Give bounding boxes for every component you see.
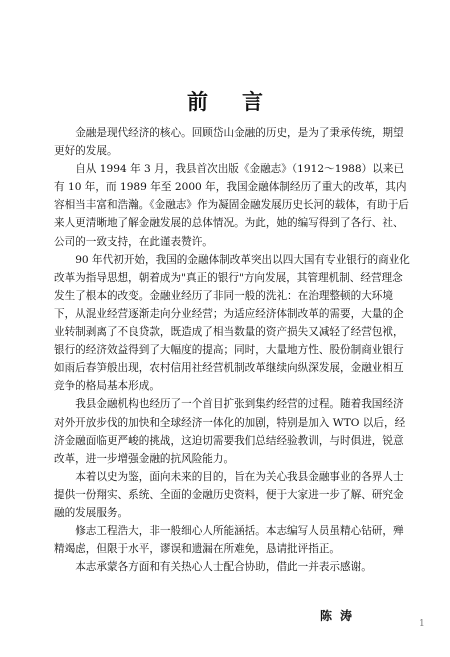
paragraph-6: 修志工程浩大，非一般细心人所能涵括。本志编写人员虽精心钻研，殚精竭虑，但限于水平，谬误和遗漏在所难免，恳请批评指正。 bbox=[54, 525, 404, 556]
paragraph-5: 本着以史为鉴，面向未来的目的，旨在为关心我县金融事业的各界人士提供一份翔实、系统、全面的金融历史资料，便于大家进一步了解、研究金融的发展服务。 bbox=[54, 470, 404, 519]
author-signature: 陈涛 bbox=[319, 609, 360, 623]
page-title: 前言 bbox=[187, 90, 297, 114]
paragraph-1: 金融是现代经济的核心。回顾岱山金融的历史，是为了秉承传统，期望更好的发展。 bbox=[54, 127, 404, 158]
paragraph-3: 90 年代初开始，我国的金融体制改革突出以四大国有专业银行的商业化改革为指导思想，朝着成为"真正的银行"方向发展，其管理机制、经营理念发生了根本的改变。金融业经历了非同一般的洗礼：在治理整顿的大环境下，从混业经营逐渐走向分业经营；为适应经济体制改革的需要，大量的企业转制剥离了不良贷款，既造成了相当数量的资产损失又减轻了经营包袱，银行的经济效益得到了大幅度的提高；同时，大量地方性、股份制商业银行如雨后春笋般出现，农村信用社经营机制改革继续向纵深发展，金融业相互竞争的格局基本形成。 bbox=[54, 253, 410, 393]
paragraph-4: 我县金融机构也经历了一个首目扩张到集约经营的过程。随着我国经济对外开放步伐的加快和全球经济一体化的加剧，特别是加入 WTO 以后，经济金融面临更严峻的挑战，这迫切需要我们总结经验教训，与时俱进，锐意改革，进一步增强金融的抗风险能力。 bbox=[54, 398, 406, 465]
corner-mark: 1 bbox=[419, 619, 425, 629]
paragraph-7: 本志承蒙各方面和有关热心人士配合协助，借此一并表示感谢。 bbox=[75, 561, 372, 574]
preface-body bbox=[54, 124, 410, 576]
paragraph-2: 自从 1994 年 3 月，我县首次出版《金融志》（1912～1988）以来已有 10 年，而 1989 年至 2000 年，我国金融体制经历了重大的改革，其内容相当丰富和浩瀚。《金融志》作为凝固金融发展历史长河的载体，有助于后来人更清晰地了解金融发展的总体情况。为此，她的编写得到了各行、社、公司的一致支持，在此谨表赞许。 bbox=[54, 163, 409, 248]
